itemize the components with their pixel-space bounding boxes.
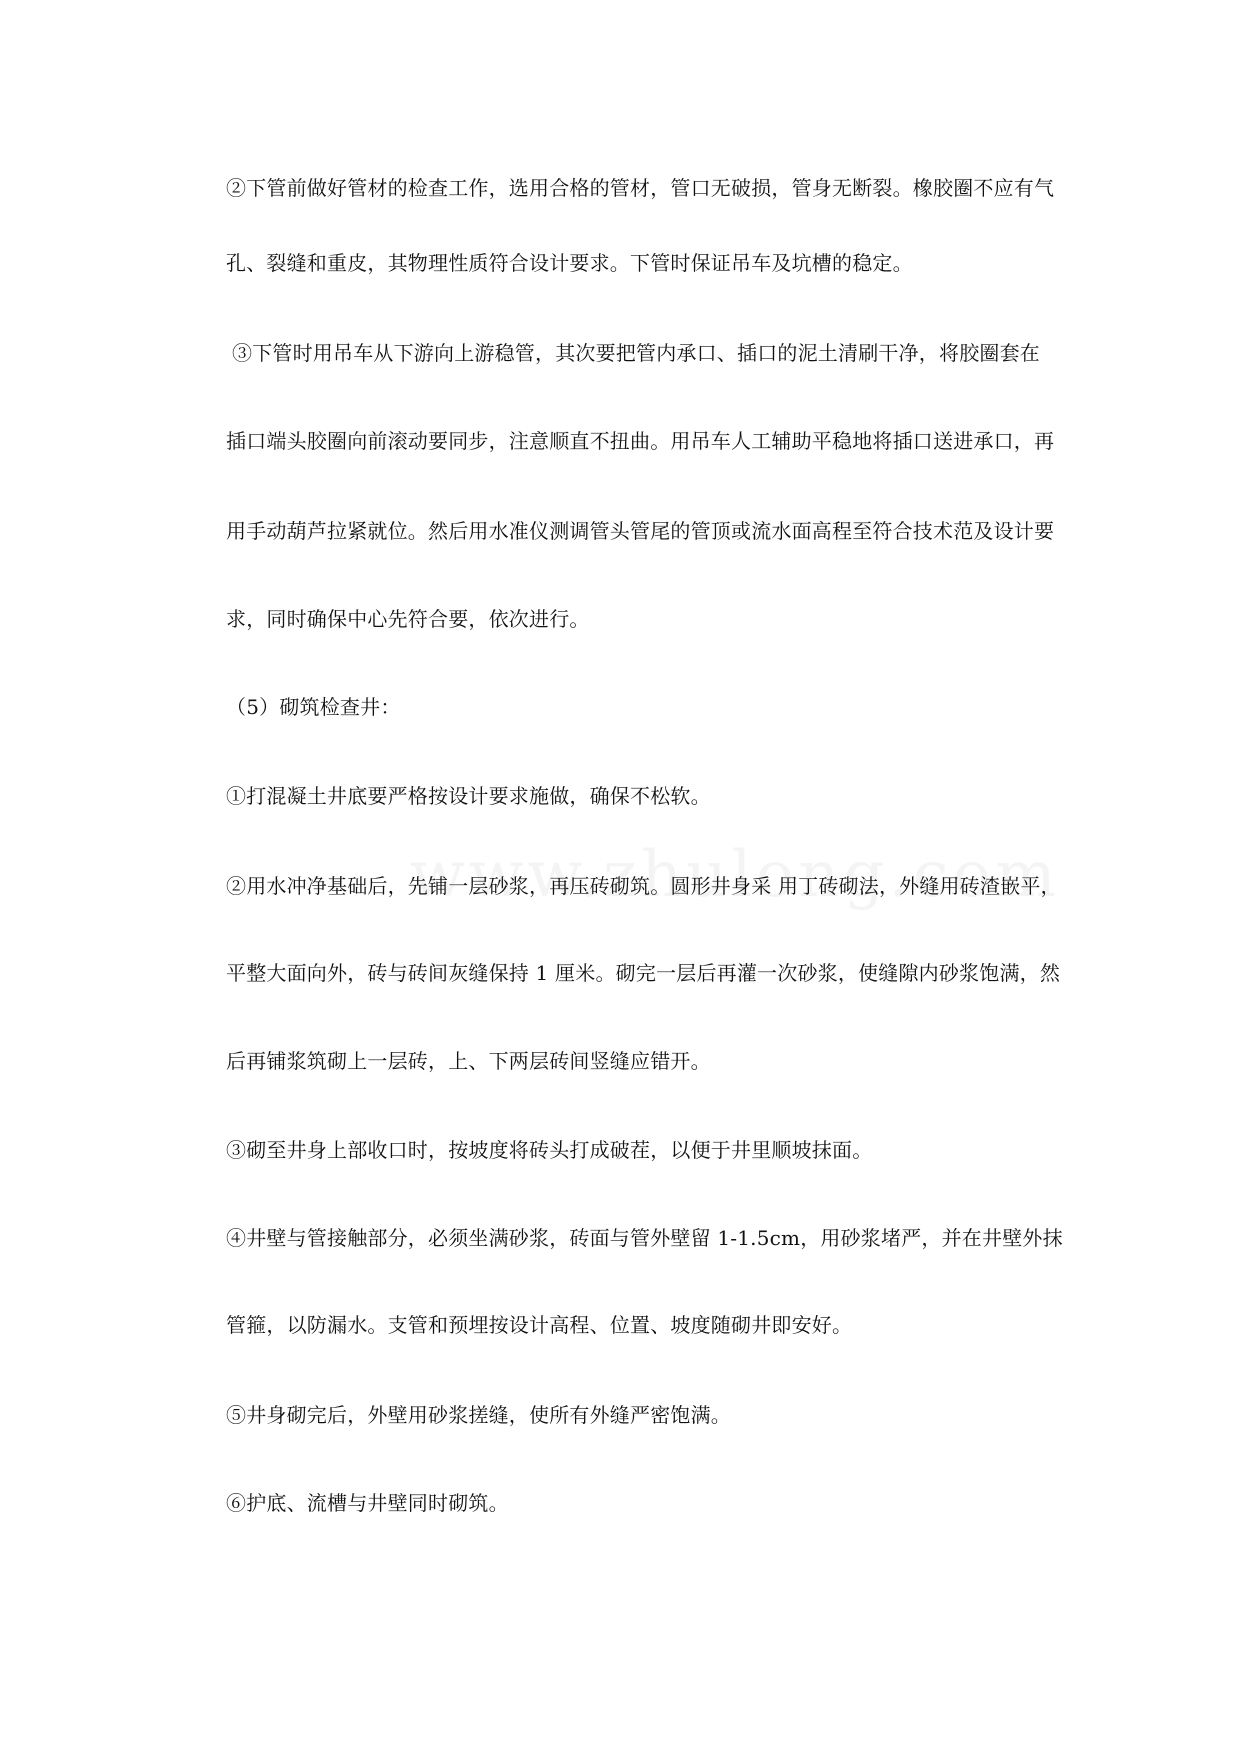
- text-line: 后再铺浆筑砌上一层砖，上、下两层砖间竖缝应错开。: [226, 1049, 711, 1073]
- text-line: ②用水冲净基础后，先铺一层砂浆，再压砖砌筑。圆形井身采 用丁砖砌法，外缝用砖渣嵌平，: [226, 874, 1061, 898]
- text-line: ④井壁与管接触部分，必须坐满砂浆，砖面与管外壁留 1-1.5cm，用砂浆堵严，并在井壁外抹: [226, 1226, 1063, 1250]
- text-line: ③砌至井身上部收口时，按坡度将砖头打成破茬，以便于井里顺坡抹面。: [226, 1138, 873, 1162]
- text-line: ①打混凝土井底要严格按设计要求施做，确保不松软。: [226, 784, 711, 808]
- text-line: 管箍，以防漏水。支管和预埋按设计高程、位置、坡度随砌井即安好。: [226, 1313, 853, 1337]
- text-line: 插口端头胶圈向前滚动要同步，注意顺直不扭曲。用吊车人工辅助平稳地将插口送进承口，再: [226, 429, 1055, 453]
- text-line: ⑥护底、流槽与井壁同时砌筑。: [226, 1491, 509, 1515]
- text-line: 用手动葫芦拉紧就位。然后用水准仪测调管头管尾的管顶或流水面高程至符合技术范及设计要: [226, 519, 1055, 543]
- text-line: 求，同时确保中心先符合要，依次进行。: [226, 607, 590, 631]
- text-line: 平整大面向外，砖与砖间灰缝保持 1 厘米。砌完一层后再灌一次砂浆，使缝隙内砂浆饱满，然: [226, 961, 1061, 985]
- section-heading: （5）砌筑检查井：: [226, 695, 401, 719]
- text-line: 孔、裂缝和重皮，其物理性质符合设计要求。下管时保证吊车及坑槽的稳定。: [226, 251, 913, 275]
- watermark: [410, 838, 1060, 912]
- text-line: ②下管前做好管材的检查工作，选用合格的管材，管口无破损，管身无断裂。橡胶圈不应有气: [226, 176, 1055, 200]
- text-line: ⑤井身砌完后，外壁用砂浆搓缝，使所有外缝严密饱满。: [226, 1403, 731, 1427]
- text-line: ③下管时用吊车从下游向上游稳管，其次要把管内承口、插口的泥土清刷干净，将胶圈套在: [232, 341, 1040, 365]
